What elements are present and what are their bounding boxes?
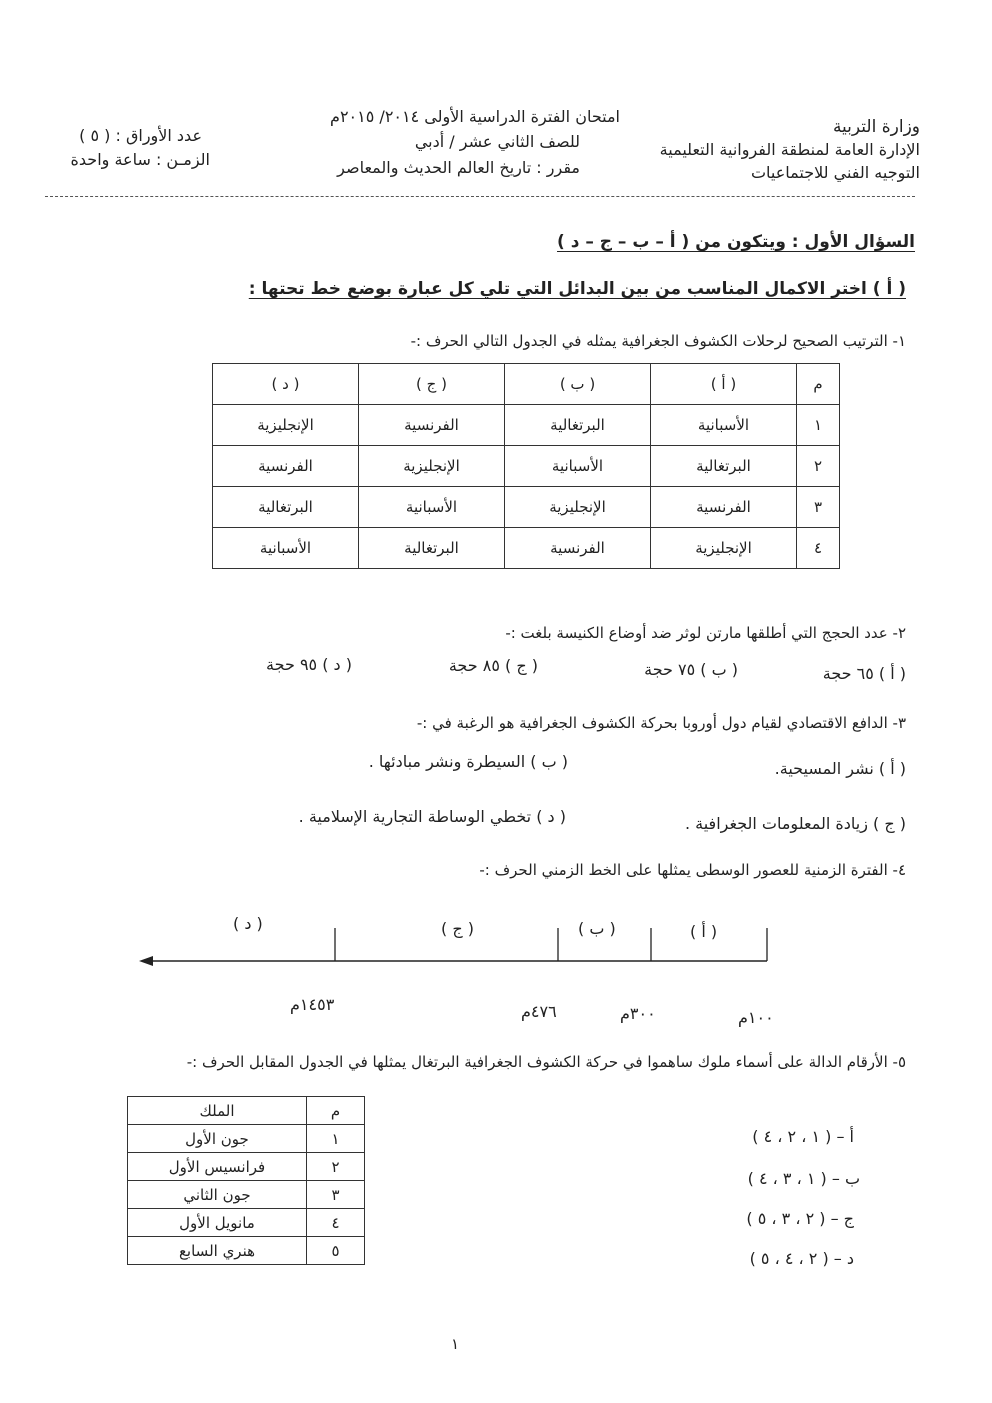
timeline-arrow-icon xyxy=(139,956,153,966)
header-divider xyxy=(45,196,915,197)
header-cell: الملك xyxy=(128,1097,307,1125)
q5-option-b[interactable]: ب – ( ١ ، ٣ ، ٤ ) xyxy=(747,1169,860,1188)
table-cell: ٢ xyxy=(307,1153,365,1181)
ministry-name: وزارة التربية xyxy=(832,117,920,137)
table-cell: الفرنسية xyxy=(651,487,797,528)
header-cell: ( د ) xyxy=(213,364,359,405)
table-cell: الإنجليزية xyxy=(213,405,359,446)
section-title: السؤال الأول : ويتكون من ( أ – ب – ج – د ) xyxy=(557,232,915,252)
table-cell: ٥ xyxy=(307,1237,365,1265)
q3-option-a[interactable]: ( أ ) نشر المسيحية. xyxy=(774,759,906,778)
table-cell: الأسبانية xyxy=(651,405,797,446)
table-cell: ١ xyxy=(797,405,840,446)
table-row xyxy=(213,405,840,446)
q2-option-d[interactable]: ( د ) ٩٥ حجة xyxy=(266,655,352,674)
timeline-date: ٣٠٠م xyxy=(620,1004,656,1023)
directorate-name: الإدارة العامة لمنطقة الفروانية التعليمية xyxy=(659,140,920,159)
kings-table xyxy=(127,1096,365,1265)
course-label: مقرر : تاريخ العالم الحديث والمعاصر xyxy=(337,158,580,177)
table-row xyxy=(213,528,840,569)
q2-option-c[interactable]: ( ج ) ٨٥ حجة xyxy=(448,656,538,675)
question-2-text: ٢- عدد الحجج التي أطلقها مارتن لوثر ضد أوضاع الكنيسة بلغت :- xyxy=(505,624,906,642)
header-cell: م xyxy=(797,364,840,405)
part-a-title: ( أ ) اختر الاكمال المناسب من بين البدائل التي تلي كل عبارة بوضع خط تحتها : xyxy=(248,279,906,299)
timeline-date: ٤٧٦م xyxy=(521,1002,557,1021)
table-cell: الأسبانية xyxy=(505,446,651,487)
table-cell: الأسبانية xyxy=(213,528,359,569)
table-cell: البرتغالية xyxy=(505,405,651,446)
q3-option-b[interactable]: ( ب ) السيطرة ونشر مبادئها . xyxy=(368,752,568,771)
timeline-segment-c[interactable]: ( ج ) xyxy=(441,919,474,938)
page-number: ١ xyxy=(451,1335,460,1353)
question-5-text: ٥- الأرقام الدالة على أسماء ملوك ساهموا في حركة الكشوف الجغرافية البرتغال يمثلها في الجدول المقابل الحرف :- xyxy=(186,1053,906,1071)
table-cell: الفرنسية xyxy=(213,446,359,487)
timeline-segment-a[interactable]: ( أ ) xyxy=(690,922,718,941)
table-row xyxy=(213,446,840,487)
grade-label: للصف الثاني عشر / أدبي xyxy=(414,132,580,151)
header-cell: ( ب ) xyxy=(505,364,651,405)
table-header-row xyxy=(128,1097,365,1125)
table-row xyxy=(128,1181,365,1209)
table-row xyxy=(128,1237,365,1265)
question-1-text: ١- الترتيب الصحيح لرحلات الكشوف الجغرافية يمثله في الجدول التالي الحرف :- xyxy=(410,332,906,350)
header-cell: ( ج ) xyxy=(359,364,505,405)
table-cell: الأسبانية xyxy=(359,487,505,528)
table-row xyxy=(128,1153,365,1181)
table-row xyxy=(128,1125,365,1153)
q5-option-d[interactable]: د – ( ٢ ، ٤ ، ٥ ) xyxy=(749,1249,854,1268)
table-cell: الإنجليزية xyxy=(359,446,505,487)
table-cell: الفرنسية xyxy=(505,528,651,569)
table-row xyxy=(213,487,840,528)
table-cell: ٣ xyxy=(797,487,840,528)
header-cell: م xyxy=(307,1097,365,1125)
table-cell: الإنجليزية xyxy=(651,528,797,569)
q5-option-c[interactable]: ج – ( ٢ ، ٣ ، ٥ ) xyxy=(746,1209,854,1228)
q2-option-b[interactable]: ( ب ) ٧٥ حجة xyxy=(644,660,738,679)
table-header-row xyxy=(213,364,840,405)
table-cell: ٢ xyxy=(797,446,840,487)
table-cell: ٣ xyxy=(307,1181,365,1209)
table-cell: مانويل الأول xyxy=(128,1209,307,1237)
header-cell: ( أ ) xyxy=(651,364,797,405)
table-cell: البرتغالية xyxy=(213,487,359,528)
table-cell: الإنجليزية xyxy=(505,487,651,528)
table-cell: فرانسيس الأول xyxy=(128,1153,307,1181)
question-3-text: ٣- الدافع الاقتصادي لقيام دول أوروبا بحركة الكشوف الجغرافية هو الرغبة في :- xyxy=(416,714,906,732)
q3-option-c[interactable]: ( ج ) زيادة المعلومات الجغرافية . xyxy=(684,814,906,833)
exam-duration: الزمـن : ساعة واحدة xyxy=(70,150,210,169)
q2-option-a[interactable]: ( أ ) ٦٥ حجة xyxy=(822,664,906,683)
timeline-segment-d[interactable]: ( د ) xyxy=(233,914,263,933)
timeline-date: ١٠٠م xyxy=(738,1008,774,1027)
table-cell: جون الأول xyxy=(128,1125,307,1153)
table-cell: البرتغالية xyxy=(651,446,797,487)
table-cell: الفرنسية xyxy=(359,405,505,446)
table-cell: ٤ xyxy=(307,1209,365,1237)
department-name: التوجيه الفني للاجتماعيات xyxy=(750,163,920,182)
table-cell: هنري السابع xyxy=(128,1237,307,1265)
question-4-text: ٤- الفترة الزمنية للعصور الوسطى يمثلها على الخط الزمني الحرف :- xyxy=(479,861,906,879)
table-cell: ١ xyxy=(307,1125,365,1153)
q5-option-a[interactable]: أ – ( ١ ، ٢ ، ٤ ) xyxy=(752,1127,854,1146)
q3-option-d[interactable]: ( د ) تخطي الوساطة التجارية الإسلامية . xyxy=(298,807,566,826)
timeline-segment-b[interactable]: ( ب ) xyxy=(578,919,616,938)
expeditions-table xyxy=(212,363,840,569)
exam-title: امتحان الفترة الدراسية الأولى ٢٠١٤/ ٢٠١٥م xyxy=(330,107,620,126)
table-cell: البرتغالية xyxy=(359,528,505,569)
table-cell: جون الثاني xyxy=(128,1181,307,1209)
sheet-count: عدد الأوراق : ( ٥ ) xyxy=(79,126,202,145)
table-row xyxy=(128,1209,365,1237)
table-cell: ٤ xyxy=(797,528,840,569)
timeline-date: ١٤٥٣م xyxy=(290,995,335,1014)
